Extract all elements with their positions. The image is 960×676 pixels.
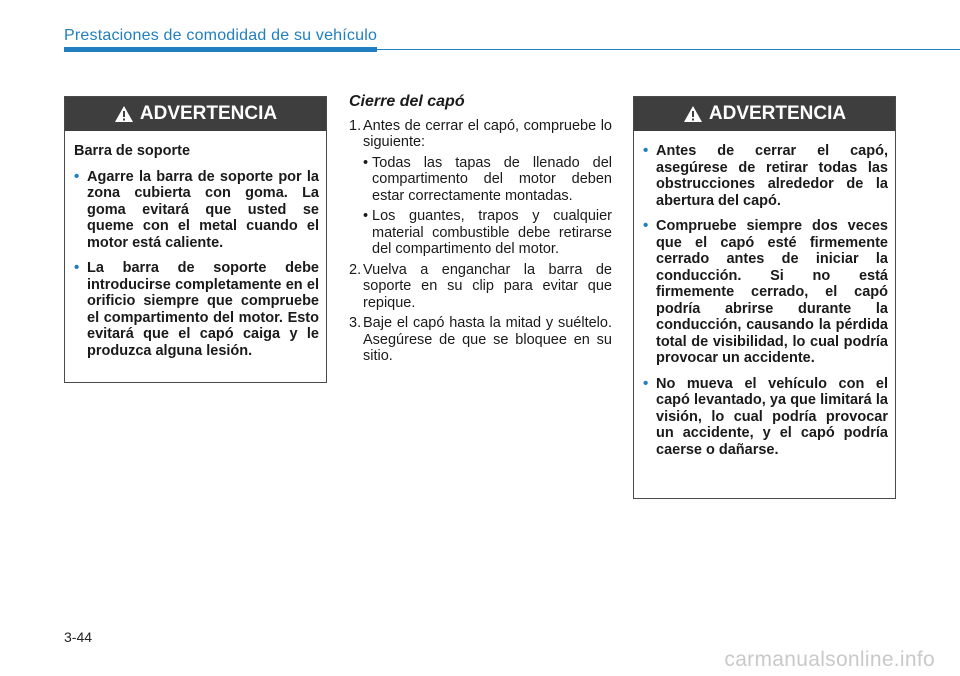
warning-box-left <box>64 96 327 383</box>
bullet-dot-icon: • <box>643 142 649 159</box>
bullet-dot-icon: • <box>74 167 80 185</box>
warning-bullet-text: Compruebe siempre dos veces que el capó esté firmemente cerrado antes de iniciar la conducción. Si no está firmemente cerrado, el capó podría abrirse durante la conducción, causando la pérdida total de visibilidad, lo cual podría provocar un accidente. <box>656 218 888 366</box>
step-item <box>349 262 612 312</box>
step-number: 2. <box>349 261 362 278</box>
warning-bullet-text: No mueva el vehículo con el capó levantado, ya que limitará la visión, lo cual podría provocar un accidente, y el capó podría caerse o dañarse. <box>656 375 888 458</box>
hood-closing-section <box>349 94 612 369</box>
warning-bullet <box>74 260 319 359</box>
step-text: Baje el capó hasta la mitad y suéltelo. Asegúrese de que se bloquee en su sitio. <box>363 315 612 364</box>
warning-bullet <box>643 143 888 209</box>
warning-header <box>634 97 895 131</box>
warning-header <box>65 97 326 131</box>
warning-heading: ADVERTENCIA <box>139 103 278 124</box>
step-text: Vuelva a enganchar la barra de soporte en su clip para evitar que repique. <box>363 261 612 311</box>
bullet-dot-icon: • <box>643 217 649 234</box>
header-title: Prestaciones de comodidad de su vehículo <box>64 27 378 44</box>
step-text: Antes de cerrar el capó, compruebe lo siguiente: <box>363 117 612 150</box>
warning-subtitle: Barra de soporte <box>74 143 191 159</box>
step-number: 3. <box>349 315 362 331</box>
header-rule <box>64 47 377 52</box>
step-item <box>349 315 612 365</box>
sub-item-text: Todas las tapas de llenado del compartimento del motor deben estar correctamente montadas. <box>372 154 612 204</box>
warning-bullet <box>643 218 888 367</box>
warning-box-right <box>633 96 896 499</box>
sub-list-item <box>363 155 612 205</box>
header-rule-thin <box>377 49 960 50</box>
sub-item-text: Los guantes, trapos y cualquier material combustible debe retirarse del compartimento del motor. <box>372 208 612 257</box>
warning-triangle-icon <box>683 105 703 123</box>
step-number: 1. <box>349 117 362 134</box>
page-number: 3-44 <box>64 629 93 645</box>
warning-bullet-text: Antes de cerrar el capó, asegúrese de retirar todas las obstrucciones alrededor de la abertura del capó. <box>656 143 888 209</box>
warning-heading: ADVERTENCIA <box>708 103 847 124</box>
warning-bullet-text: La barra de soporte debe introducirse completamente en el orificio siempre que compruebe el compartimento del motor. Esto evitará que el capó caiga y le produzca alguna lesión. <box>87 260 319 359</box>
warning-bullet <box>643 376 888 459</box>
warning-bullet-text: Agarre la barra de soporte por la zona cubierta con goma. La goma evitará que usted se queme con el metal cuando el motor está caliente. <box>87 168 319 251</box>
bullet-dot-icon: • <box>643 374 649 392</box>
sub-list-item <box>363 208 612 258</box>
warning-triangle-icon <box>114 105 134 123</box>
bullet-dot-icon: • <box>74 259 80 276</box>
warning-bullet <box>74 169 319 252</box>
step-item <box>349 118 612 258</box>
bullet-dot-icon: • <box>363 154 369 171</box>
bullet-dot-icon: • <box>363 208 369 224</box>
watermark: carmanualsonline.info <box>724 648 935 671</box>
section-title: Cierre del capó <box>349 93 465 110</box>
